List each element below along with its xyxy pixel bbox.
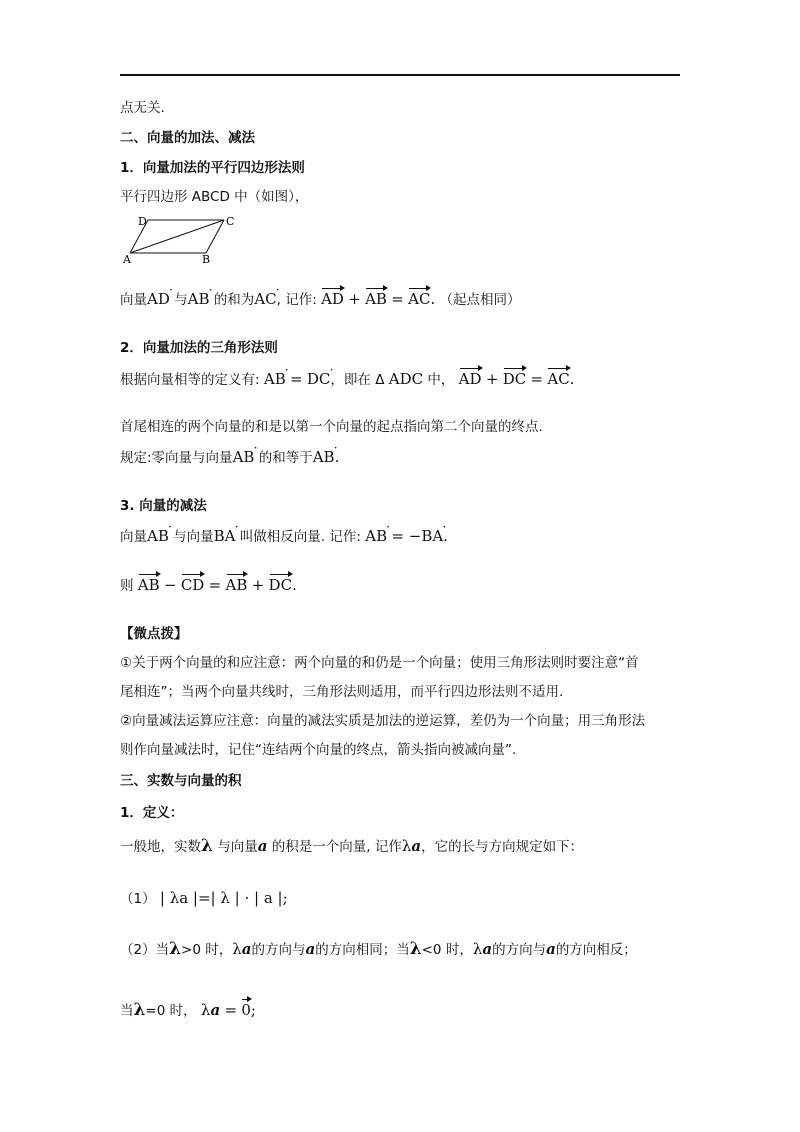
subsection-heading-subtraction: 3. 向量的减法 xyxy=(120,498,207,514)
vector-a: a xyxy=(305,940,316,958)
text: 向量 xyxy=(120,529,147,545)
vec-ab: AB · xyxy=(147,526,169,546)
definition-heading: 1．定义： xyxy=(120,805,184,821)
lambda-symbol: λ xyxy=(232,940,242,958)
vec-ac: AC xyxy=(547,370,570,388)
triangle-adc: ADC xyxy=(388,370,424,388)
vector-a: a xyxy=(241,940,252,958)
head-tail-line: 首尾相连的两个向量的和是以第一个向量的起点指向第二个向量的终点. xyxy=(120,419,543,435)
magnitude-formula: | λa |=| λ | · | a | xyxy=(159,889,283,907)
vector-a: a xyxy=(210,1001,221,1019)
subsection-heading-parallelogram: 1．向量加法的平行四边形法则 xyxy=(120,160,305,176)
period: . xyxy=(334,448,340,466)
vec-ac: AC xyxy=(408,290,431,308)
text: 与 xyxy=(174,292,188,308)
rule-item-2 xyxy=(120,939,637,960)
text: 叫做相反向量. 记作: xyxy=(239,529,361,545)
header-rule xyxy=(120,74,680,76)
vec-cd: CD xyxy=(180,576,205,594)
tip2-line-a: ②向量减法运算应注意：向量的减法实质是加法的逆运算，差仍为一个向量；用三角形法 xyxy=(120,713,646,729)
semicolon: ; xyxy=(282,889,288,907)
vec-ab: AB · xyxy=(233,447,255,467)
vertex-label-d: D xyxy=(138,215,147,228)
period: . xyxy=(569,370,575,388)
text: 与向量 xyxy=(217,839,258,855)
text: 的积是一个向量, 记作 xyxy=(271,839,402,855)
section-heading-2: 二、向量的加法、减法 xyxy=(120,130,255,146)
text: 则 xyxy=(120,578,134,594)
vector-a: a xyxy=(257,837,268,855)
vec-ab: AB · xyxy=(264,369,286,389)
opposite-vector-line xyxy=(120,526,448,547)
vec-ad: AD xyxy=(321,290,344,308)
text: 当 xyxy=(120,1003,134,1019)
vector-sum-line xyxy=(120,289,521,310)
text: 与向量 xyxy=(173,529,214,545)
text: 的方向与 xyxy=(492,942,547,958)
op-eq: = xyxy=(530,370,544,388)
text: ，即在 Δ xyxy=(330,372,385,388)
lambda-symbol: λ xyxy=(472,940,483,958)
vec-ba: BA · xyxy=(421,526,443,546)
vertex-label-a: A xyxy=(123,253,131,266)
text: <0 时， xyxy=(421,942,473,958)
parallelogram-intro: 平行四边形 ABCD 中（如图）， xyxy=(120,189,309,205)
section-heading-3: 三、实数与向量的积 xyxy=(120,773,242,789)
text: =0 时， xyxy=(145,1003,197,1019)
text: （起点相同） xyxy=(439,292,521,308)
lambda-symbol: λ xyxy=(200,1001,211,1019)
rule-item-3 xyxy=(120,1000,256,1021)
text: （2）当 xyxy=(120,942,170,958)
lambda-symbol: λ xyxy=(201,836,213,856)
zero-vector: 0 xyxy=(241,1001,251,1019)
text: 的方向相反； xyxy=(555,942,637,958)
parallelogram-figure xyxy=(118,210,243,270)
lambda-symbol: λ xyxy=(133,1000,146,1020)
vec-ab: AB · xyxy=(188,289,210,309)
op-eq-neg: = − xyxy=(391,527,422,545)
tip1-line-a: ①关于两个向量的和应注意：两个向量的和仍是一个向量；使用三角形法则时要注意“首 xyxy=(120,655,639,671)
definition-line xyxy=(120,836,583,857)
text: 的方向相同；当 xyxy=(315,942,410,958)
lambda-symbol: λ xyxy=(401,837,412,855)
text: , 记作: xyxy=(276,292,317,308)
lambda-symbol: λ xyxy=(409,939,422,959)
text: 向量 xyxy=(120,292,147,308)
semicolon: ; xyxy=(250,1001,256,1019)
vec-dc: DC xyxy=(502,370,527,388)
item-number: （1） xyxy=(120,891,156,907)
lambda-symbol: λ xyxy=(169,939,182,959)
vec-ab: AB · xyxy=(365,526,387,546)
op-minus: − xyxy=(163,576,177,594)
zero-vector-rule xyxy=(120,447,339,468)
vec-ad: AD · xyxy=(147,289,170,309)
triangle-rule-line xyxy=(120,369,574,390)
vec-ab: AB · xyxy=(313,447,335,467)
vec-ad: AD xyxy=(458,370,482,388)
text: 根据向量相等的定义有: xyxy=(120,372,260,388)
text: >0 时， xyxy=(181,942,233,958)
period: . xyxy=(292,576,297,594)
op-eq: = xyxy=(391,290,404,308)
op-plus: + xyxy=(251,576,265,594)
text: ，它的长与方向规定如下： xyxy=(421,839,584,855)
vec-dc: DC · xyxy=(307,369,331,389)
period: . xyxy=(443,527,448,545)
subsection-heading-triangle: 2．向量加法的三角形法则 xyxy=(120,340,278,356)
subtraction-identity xyxy=(120,575,297,596)
tip1-line-b: 尾相连”；当两个向量共线时，三角形法则适用，而平行四边形法则不适用. xyxy=(120,684,564,700)
vec-ab: AB xyxy=(225,576,248,594)
vec-ac: AC · xyxy=(254,289,276,309)
text: 的和为 xyxy=(213,292,255,308)
text: 规定:零向量与向量 xyxy=(120,450,233,466)
op-plus: + xyxy=(485,370,499,388)
vec-ab: AB xyxy=(365,290,387,308)
vertex-label-c: C xyxy=(226,215,235,228)
vec-ba: BA · xyxy=(214,526,236,546)
period: . xyxy=(430,290,436,308)
vector-a: a xyxy=(546,940,556,958)
text: 的和等于 xyxy=(258,450,313,466)
op-eq: = xyxy=(208,576,222,594)
vec-ab: AB xyxy=(137,576,160,594)
vector-a: a xyxy=(411,837,422,855)
text: 一般地，实数 xyxy=(120,839,201,855)
text-line-1: 点无关. xyxy=(120,100,165,116)
op-plus: + xyxy=(348,290,361,308)
tip2-line-b: 则作向量减法时，记住“连结两个向量的终点，箭头指向被减向量”. xyxy=(120,742,517,758)
op-eq: = xyxy=(224,1001,238,1019)
op-eq: = xyxy=(290,370,303,388)
vertex-label-b: B xyxy=(202,253,211,266)
vec-dc: DC xyxy=(268,576,293,594)
vector-a: a xyxy=(482,940,493,958)
tip-title: 【微点拨】 xyxy=(120,626,188,642)
text: 的方向与 xyxy=(251,942,306,958)
text: 中， xyxy=(427,372,455,388)
rule-item-1 xyxy=(120,888,288,909)
